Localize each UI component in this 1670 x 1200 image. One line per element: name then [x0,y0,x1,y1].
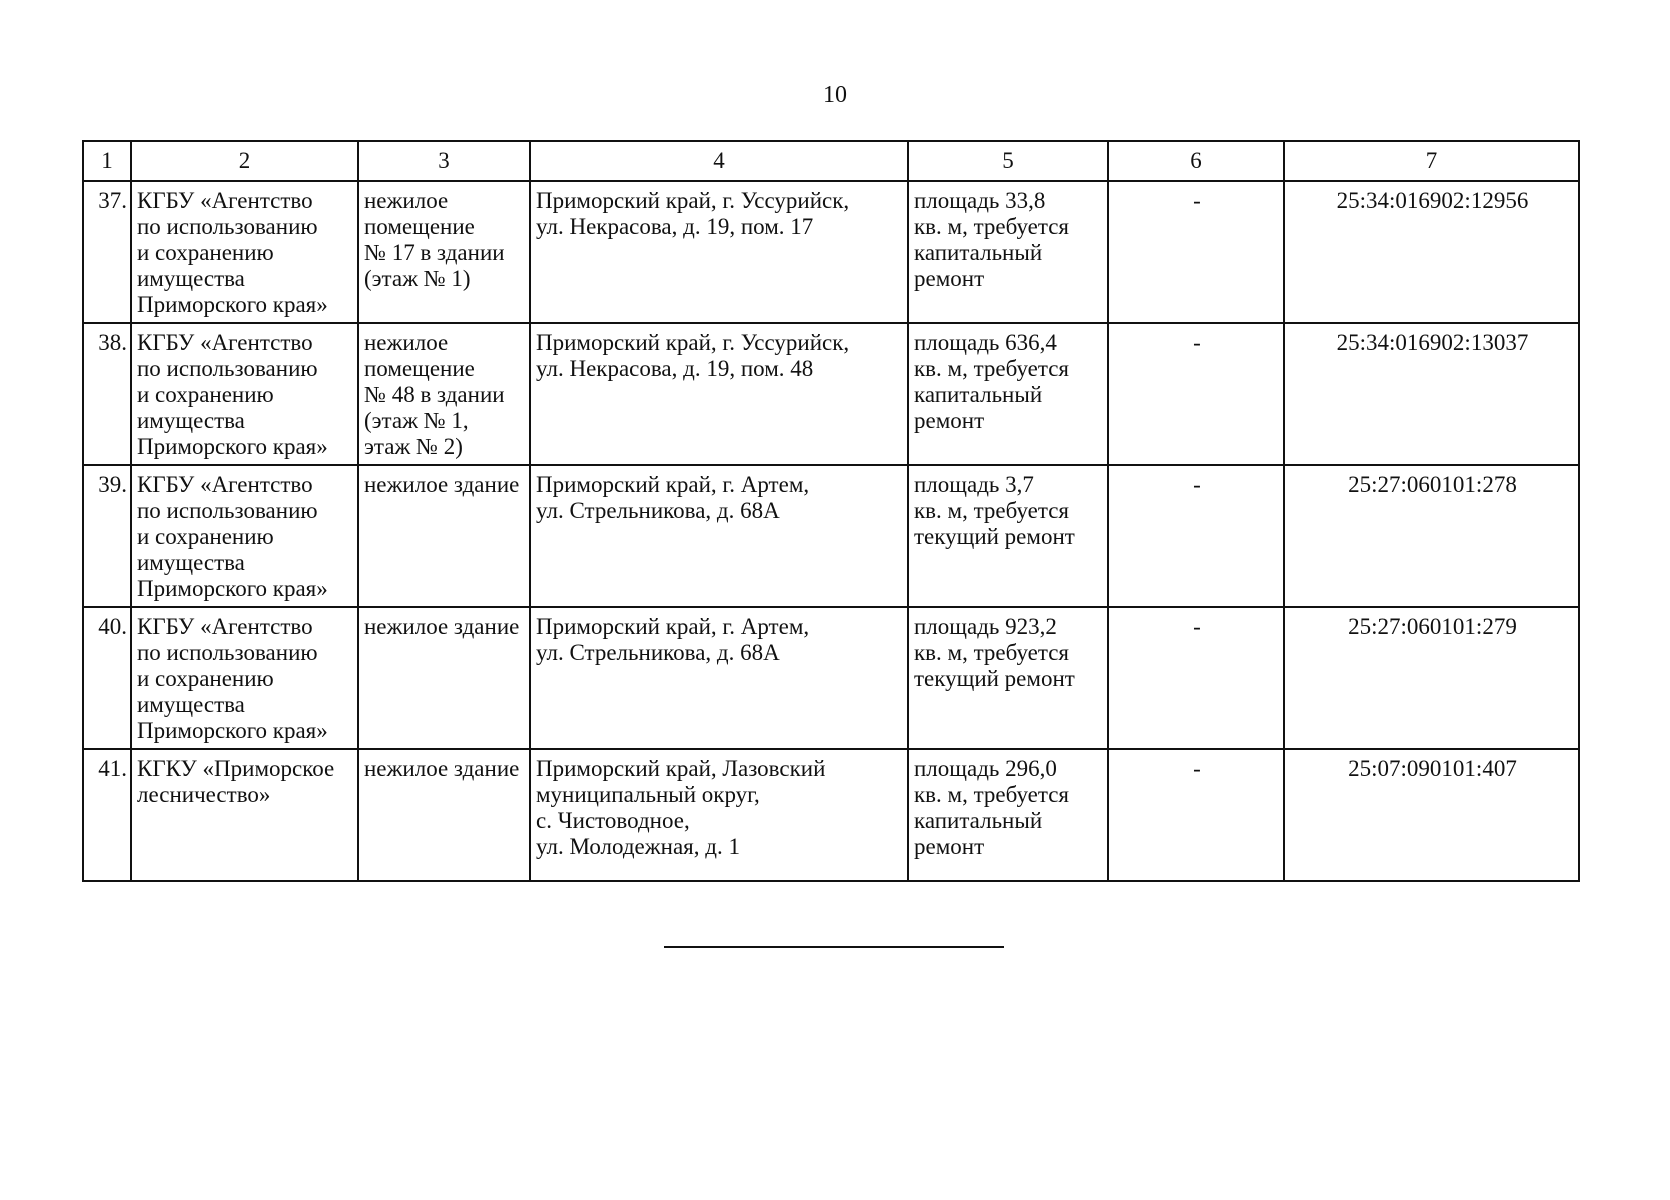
column-header: 6 [1108,141,1284,181]
row-number: 39. [83,465,131,607]
object-type-cell: нежилое помещение № 17 в здании (этаж № 1) [358,181,530,323]
column-header: 2 [131,141,358,181]
column-header: 7 [1284,141,1579,181]
institution-cell: КГКУ «Приморское лесничество» [131,749,358,881]
institution-cell: КГБУ «Агентство по использованию и сохранению имущества Приморского края» [131,181,358,323]
object-type-cell: нежилое здание [358,749,530,881]
row-number: 37. [83,181,131,323]
object-type-cell: нежилое помещение № 48 в здании (этаж № 1, этаж № 2) [358,323,530,465]
column-6-cell: - [1108,181,1284,323]
cadastral-number-cell: 25:34:016902:13037 [1284,323,1579,465]
institution-cell: КГБУ «Агентство по использованию и сохранению имущества Приморского края» [131,607,358,749]
row-number: 38. [83,323,131,465]
address-cell: Приморский край, Лазовский муниципальный округ, с. Чистоводное, ул. Молодежная, д. 1 [530,749,908,881]
column-header: 1 [83,141,131,181]
table-row [83,323,1579,465]
table-row [83,181,1579,323]
column-6-cell: - [1108,749,1284,881]
column-6-cell: - [1108,607,1284,749]
table-row [83,749,1579,881]
page-number: 10 [823,82,847,108]
condition-cell: площадь 3,7 кв. м, требуется текущий ремонт [908,465,1108,607]
condition-cell: площадь 33,8 кв. м, требуется капитальный ремонт [908,181,1108,323]
table-row [83,607,1579,749]
column-header: 4 [530,141,908,181]
cadastral-number-cell: 25:34:016902:12956 [1284,181,1579,323]
address-cell: Приморский край, г. Уссурийск, ул. Некрасова, д. 19, пом. 17 [530,181,908,323]
column-header: 5 [908,141,1108,181]
object-type-cell: нежилое здание [358,465,530,607]
address-cell: Приморский край, г. Уссурийск, ул. Некрасова, д. 19, пом. 48 [530,323,908,465]
condition-cell: площадь 923,2 кв. м, требуется текущий ремонт [908,607,1108,749]
table-header-row [83,141,1579,181]
condition-cell: площадь 296,0 кв. м, требуется капитальный ремонт [908,749,1108,881]
column-6-cell: - [1108,465,1284,607]
condition-cell: площадь 636,4 кв. м, требуется капитальный ремонт [908,323,1108,465]
table-row [83,465,1579,607]
institution-cell: КГБУ «Агентство по использованию и сохранению имущества Приморского края» [131,465,358,607]
column-header: 3 [358,141,530,181]
object-type-cell: нежилое здание [358,607,530,749]
row-number: 40. [83,607,131,749]
cadastral-number-cell: 25:07:090101:407 [1284,749,1579,881]
cadastral-number-cell: 25:27:060101:278 [1284,465,1579,607]
row-number: 41. [83,749,131,881]
property-table [82,140,1580,882]
cadastral-number-cell: 25:27:060101:279 [1284,607,1579,749]
institution-cell: КГБУ «Агентство по использованию и сохранению имущества Приморского края» [131,323,358,465]
address-cell: Приморский край, г. Артем, ул. Стрельникова, д. 68А [530,607,908,749]
end-of-section-rule [664,946,1004,948]
address-cell: Приморский край, г. Артем, ул. Стрельникова, д. 68А [530,465,908,607]
column-6-cell: - [1108,323,1284,465]
